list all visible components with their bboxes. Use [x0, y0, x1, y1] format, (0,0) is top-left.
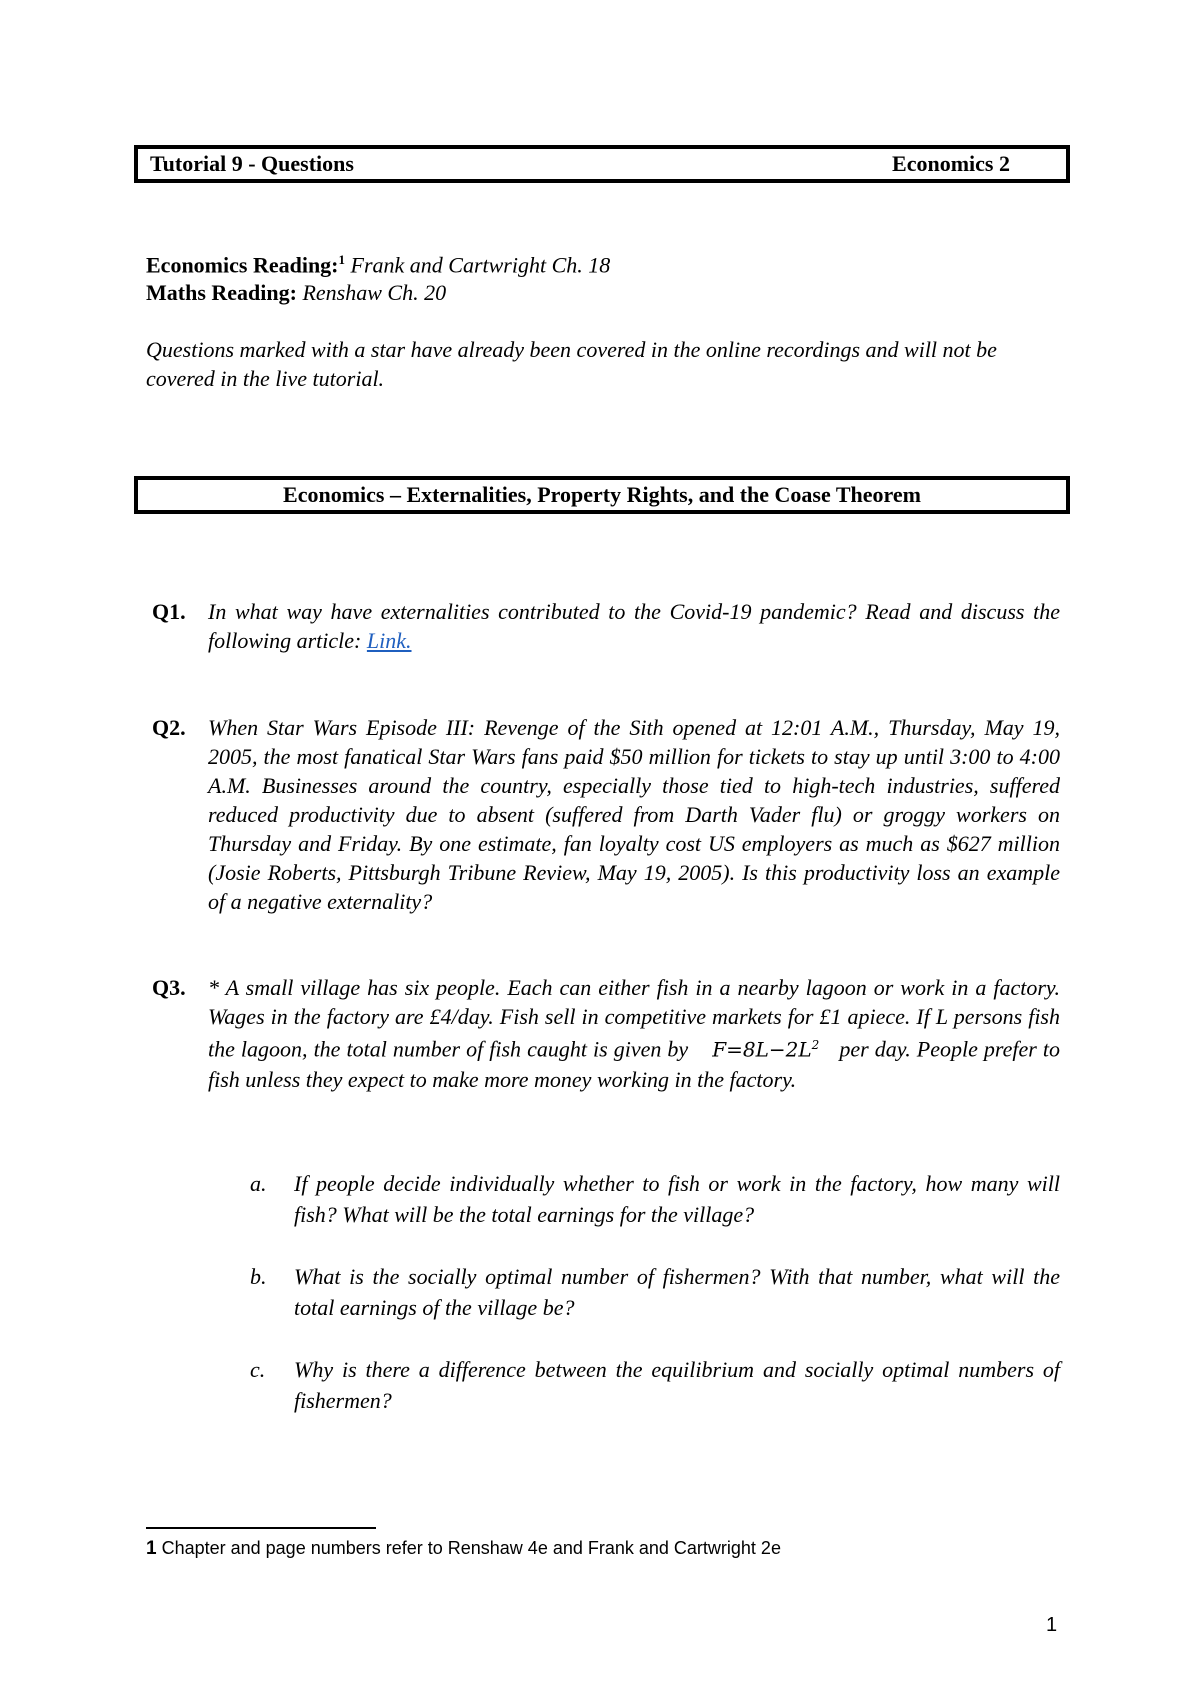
- question-number: Q2.: [152, 715, 186, 740]
- economics-reading: [146, 246, 610, 279]
- part-text: If people decide individually whether to fish or work in the factory, how many will fish? What will be the total earnings for the village?: [294, 1171, 1060, 1227]
- question-text: [208, 597, 1060, 655]
- question-number: Q1.: [152, 599, 186, 624]
- footnote-divider: [146, 1527, 376, 1529]
- part-letter: a.: [250, 1171, 267, 1196]
- footnote-number: 1: [146, 1538, 157, 1559]
- star-note: Questions marked with a star have already been covered in the online recordings and will not be covered in the live tutorial.: [146, 337, 997, 391]
- course-name: Economics 2: [892, 151, 1010, 176]
- article-link[interactable]: Link.: [366, 628, 412, 653]
- question-3-part-c: [250, 1354, 1060, 1416]
- part-text: What is the socially optimal number of fishermen? With that number, what will the total earnings of the village be?: [294, 1264, 1060, 1320]
- question-3: [152, 973, 1060, 1094]
- question-1-text: In what way have externalities contributed to the Covid-19 pandemic? Read and discuss the following article:: [208, 599, 1060, 653]
- economics-reading-label: Economics Reading:: [146, 252, 339, 278]
- footnote-text: Chapter and page numbers refer to Renshaw 4e and Frank and Cartwright 2e: [161, 1538, 781, 1558]
- question-number: Q3.: [152, 975, 186, 1000]
- footnote: [146, 1538, 781, 1560]
- question-3-part-b: [250, 1261, 1060, 1323]
- formula-main: F=8L−2L: [712, 1037, 812, 1062]
- part-letter: c.: [250, 1357, 266, 1382]
- maths-reading-label: Maths Reading:: [146, 280, 297, 306]
- section-title: Economics – Externalities, Property Rights, and the Coase Theorem: [283, 482, 921, 507]
- tutorial-title: Tutorial 9 - Questions: [150, 151, 354, 176]
- maths-reading-value: Renshaw Ch. 20: [302, 280, 447, 306]
- formula-exponent: 2: [811, 1038, 820, 1052]
- page-number: 1: [1046, 1614, 1058, 1636]
- part-text: Why is there a difference between the equilibrium and socially optimal numbers of fishermen?: [294, 1357, 1060, 1413]
- fish-catch-formula: [712, 1031, 819, 1065]
- question-3-continuation: per day. People prefer to fish unless they expect to make more money working in the factory.: [208, 1036, 1061, 1092]
- reading-list: [146, 246, 610, 307]
- question-3-text: [208, 973, 1060, 1094]
- maths-reading: [146, 279, 610, 307]
- question-3-part-a: [250, 1168, 1060, 1230]
- question-3-intro: * A small village has six people. Each can either fish in a nearby lagoon or work in a factory. Wages in the factory are £4/day. Fish sell in competitive markets for £1 apiece. If L persons fish the lagoon, the total number of fish caught is given by: [208, 975, 1060, 1062]
- part-letter: b.: [250, 1264, 267, 1289]
- economics-reading-value: Frank and Cartwright Ch. 18: [350, 252, 611, 278]
- document-header: [134, 145, 1070, 183]
- question-1: [152, 597, 1060, 655]
- question-2-text: When Star Wars Episode III: Revenge of the Sith opened at 12:01 A.M., Thursday, May 19, 2005, the most fanatical Star Wars fans paid $50 million for tickets to stay up until 3:00 to 4:00 A.M. Businesses around the country, especially those tied to high-tech industries, suffered reduced productivity due to absent (suffered from Darth Vader flu) or groggy workers on Thursday and Friday. By one estimate, fan loyalty cost US employers as much as $627 million (Josie Roberts, Pittsburgh Tribune Review, May 19, 2005). Is this productivity loss an example of a negative externality?: [208, 715, 1060, 914]
- section-header: [134, 476, 1070, 514]
- footnote-ref[interactable]: 1: [338, 252, 345, 267]
- question-2: [152, 713, 1060, 916]
